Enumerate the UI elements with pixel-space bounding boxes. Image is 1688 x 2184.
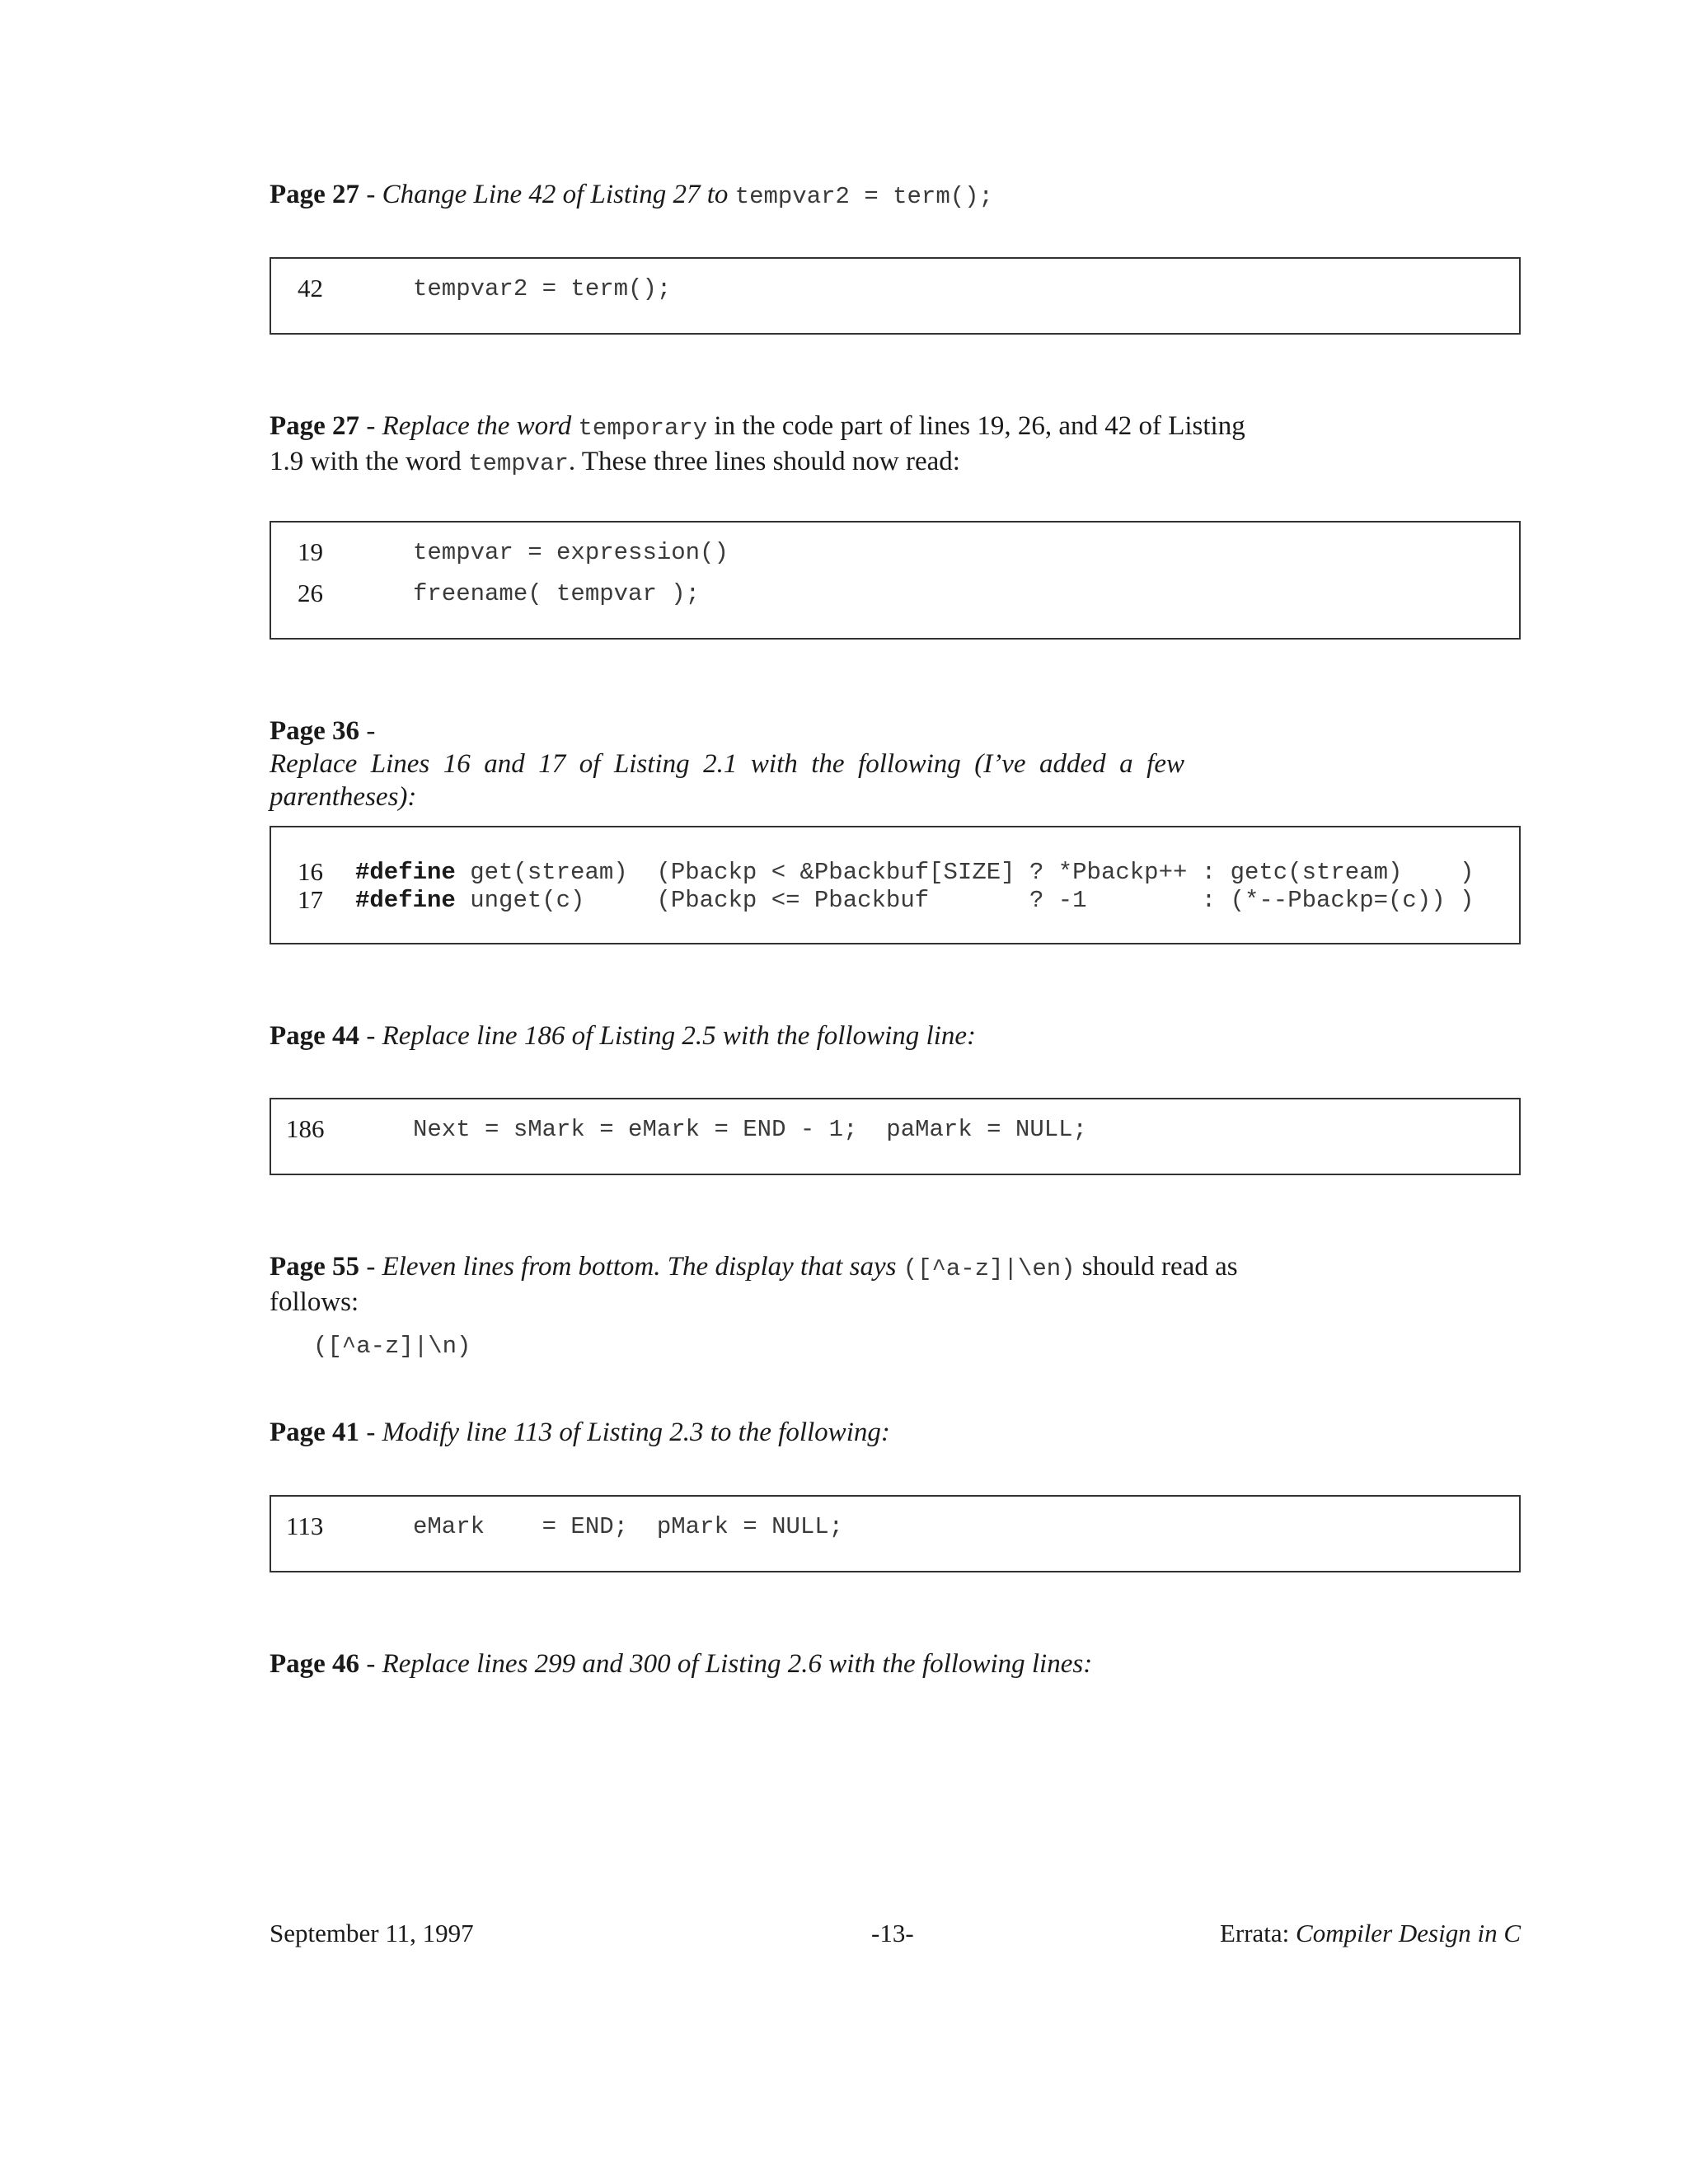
keyword: #define [355,887,456,914]
line-number: 19 [298,537,323,566]
footer-title-prefix: Errata: [1219,1919,1296,1947]
code-line: tempvar = expression() [413,539,729,566]
page-ref: Page 44 [270,1021,360,1051]
erratum-entry [270,715,1259,813]
line-number: 26 [298,579,323,607]
code-listing-box [270,257,1521,335]
code-listing-box [270,826,1521,944]
inline-code: temporary [578,415,708,442]
code-line [355,859,1474,886]
instruction-text: 1.9 with the word [270,447,469,476]
separator: - [359,180,382,209]
separator: - [359,716,376,746]
line-number: 42 [298,274,323,302]
code-line: eMark = END; pMark = NULL; [413,1513,844,1540]
code-line [355,887,1474,914]
erratum-entry [270,1019,1259,1052]
instruction-text: Replace line 186 of Listing 2.5 with the following line: [382,1021,977,1051]
code-listing-box [270,1098,1521,1175]
instruction-text: Modify line 113 of Listing 2.3 to the following: [382,1418,890,1447]
instruction-text: Replace the word [382,411,579,441]
line-number: 186 [286,1114,325,1143]
page-ref: Page 27 [270,180,360,209]
erratum-entry [270,1416,1259,1449]
line-number: 16 [298,857,323,886]
code-line: tempvar2 = term(); [413,275,672,302]
erratum-entry [270,1647,1259,1680]
instruction-text: follows: [270,1287,359,1317]
instruction-text: . These three lines should now read: [568,447,960,476]
separator: - [359,1252,382,1282]
instruction-text: Eleven lines from bottom. The display that says [382,1252,903,1282]
line-number: 113 [286,1511,324,1540]
footer-title [1220,1919,1521,1948]
erratum-entry [270,410,1259,480]
separator: - [359,1649,382,1679]
instruction-text: Replace lines 299 and 300 of Listing 2.6 with the following lines: [382,1649,1093,1679]
inline-code: tempvar2 = term(); [734,183,993,210]
code-display: ([^a-z]|\n) [313,1333,471,1360]
instruction-text: in the code part of lines 19, 26, and 42 of Listing [707,411,1245,441]
keyword: #define [355,859,456,886]
page-ref: Page 55 [270,1252,360,1282]
page-ref: Page 46 [270,1649,360,1679]
inline-code: tempvar [468,450,569,477]
code-listing-box [270,521,1521,640]
separator: - [359,1418,382,1447]
inline-code: ([^a-z]|\en) [903,1255,1076,1282]
instruction-text: Change Line 42 of Listing 27 to [382,180,735,209]
page-ref: Page 36 [270,716,360,746]
separator: - [359,411,382,441]
code-line: Next = sMark = eMark = END - 1; paMark = NULL; [413,1116,1087,1143]
footer-date: September 11, 1997 [270,1919,474,1947]
separator: - [359,1021,382,1051]
code-listing-box [270,1495,1521,1572]
footer-page-number: -13- [871,1919,914,1947]
instruction-text: parentheses): [270,782,417,812]
page-ref: Page 41 [270,1418,360,1447]
erratum-entry [270,178,1259,213]
instruction-text: Replace Lines 16 and 17 of Listing 2.1 with the following (I’ve added a few [270,749,1184,779]
page-ref: Page 27 [270,411,360,441]
instruction-text: should read as [1075,1252,1238,1282]
code-text: get(stream) (Pbackp < &Pbackbuf[SIZE] ? *Pbackp++ : getc(stream) ) [455,859,1475,886]
code-line: freename( tempvar ); [413,580,701,607]
line-number: 17 [298,885,323,914]
footer-book-title: Compiler Design in C [1296,1919,1521,1947]
erratum-entry [270,1250,1259,1319]
code-text: unget(c) (Pbackp <= Pbackbuf ? -1 : (*--Pbackp=(c)) ) [455,887,1475,914]
